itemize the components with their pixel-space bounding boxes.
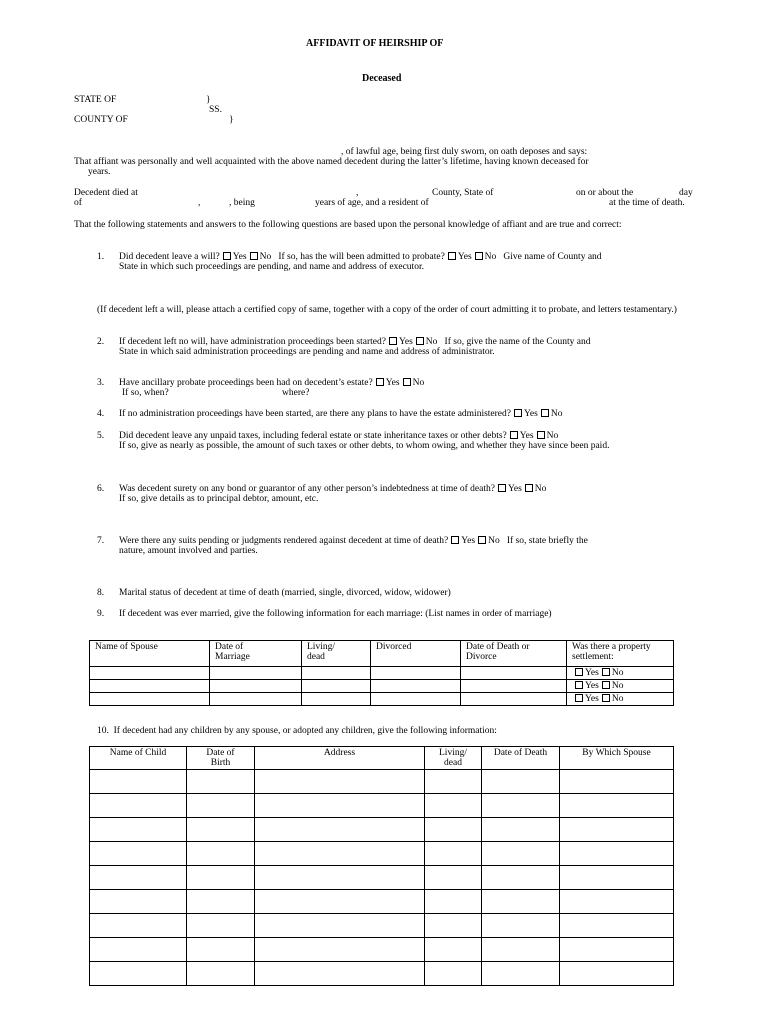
q3-text: Have ancillary probate proceedings been had on decedent’s estate? [119, 378, 373, 388]
child-name-cell[interactable] [90, 914, 187, 938]
header-date-of-birth: Date of Birth [187, 747, 255, 770]
living-dead-cell[interactable] [425, 962, 482, 986]
living-dead-cell[interactable] [425, 866, 482, 890]
q7-no-checkbox[interactable] [478, 536, 486, 544]
q3-when-label: If so, when? [122, 388, 169, 398]
birth-date-cell[interactable] [187, 770, 255, 794]
no-label: No [550, 409, 563, 419]
child-name-cell[interactable] [90, 962, 187, 986]
table-row [90, 962, 674, 986]
q7-text: Were there any suits pending or judgments rendered against decedent at time of death? [119, 536, 449, 546]
q10-text: If decedent had any children by any spouse, or adopted any children, give the following information: [113, 726, 497, 736]
header-date-of-death-or-divorce: Date of Death or Divorce [461, 641, 567, 667]
q7-state-text: If so, state briefly the [506, 536, 588, 546]
death-date-cell[interactable] [482, 962, 560, 986]
spouse-cell[interactable] [560, 842, 674, 866]
living-dead-cell[interactable] [425, 890, 482, 914]
q8-text: Marital status of decedent at time of death (married, single, divorced, widow, widower) [119, 588, 451, 598]
spouse-cell[interactable] [560, 962, 674, 986]
death-date-cell[interactable] [482, 770, 560, 794]
address-cell[interactable] [255, 818, 425, 842]
table-row [90, 770, 674, 794]
q2-text: If decedent left no will, have administration proceedings been started? [119, 337, 386, 347]
death-date-cell[interactable] [482, 914, 560, 938]
death-divorce-date-cell[interactable] [461, 693, 567, 706]
q1-text: Did decedent leave a will? [119, 252, 220, 262]
header-divorced: Divorced [371, 641, 461, 667]
living-dead-cell[interactable] [425, 842, 482, 866]
spouse-cell[interactable] [560, 938, 674, 962]
brace-close: } [229, 115, 234, 125]
address-cell[interactable] [255, 914, 425, 938]
header-name-of-child: Name of Child [90, 747, 187, 770]
spouse-name-cell[interactable] [90, 693, 210, 706]
marriage-date-cell[interactable] [210, 680, 302, 693]
settlement-cell [567, 667, 674, 680]
no-label: No [488, 536, 500, 546]
header-name-of-spouse: Name of Spouse [90, 641, 210, 667]
table-row [90, 938, 674, 962]
settlement-yes-checkbox[interactable] [575, 668, 583, 676]
birth-date-cell[interactable] [187, 866, 255, 890]
death-date-cell[interactable] [482, 842, 560, 866]
address-cell[interactable] [255, 842, 425, 866]
divorced-cell[interactable] [371, 667, 461, 680]
no-label: No [611, 668, 624, 678]
children-table [89, 746, 674, 986]
acquaintance-line: That affiant was personally and well acquainted with the above named decedent during the latter’s lifetime, having known deceased for [74, 157, 589, 167]
living-dead-cell[interactable] [425, 794, 482, 818]
question-4 [119, 409, 562, 420]
day-label: day [679, 188, 693, 198]
q2-no-checkbox[interactable] [416, 337, 424, 345]
years-resident-label: years of age, and a resident of [315, 198, 429, 208]
table-row [90, 914, 674, 938]
table-row [90, 866, 674, 890]
header-address: Address [255, 747, 425, 770]
birth-date-cell[interactable] [187, 938, 255, 962]
settlement-no-checkbox[interactable] [602, 668, 610, 676]
header-date-of-death: Date of Death [482, 747, 560, 770]
table-row [90, 842, 674, 866]
marriage-date-cell[interactable] [210, 693, 302, 706]
settlement-yes-checkbox[interactable] [575, 681, 583, 689]
spouse-cell[interactable] [560, 818, 674, 842]
q5-text: Did decedent leave any unpaid taxes, including federal estate or state inheritance taxes or other debts? [119, 431, 507, 441]
q2-yes-checkbox[interactable] [389, 337, 397, 345]
living-dead-cell[interactable] [425, 938, 482, 962]
q4-text: If no administration proceedings have been started, are there any plans to have the estate administered? [119, 409, 511, 419]
child-name-cell[interactable] [90, 938, 187, 962]
comma-1: , [356, 188, 359, 198]
yes-label: Yes [385, 378, 400, 388]
q6-details: If so, give details as to principal debtor, amount, etc. [119, 494, 319, 504]
children-header-row [90, 747, 674, 770]
spouse-cell[interactable] [560, 794, 674, 818]
q3-where-label: where? [282, 388, 310, 398]
table-row [90, 680, 674, 693]
no-label: No [611, 694, 624, 704]
q9-text: If decedent was ever married, give the following information for each marriage: (List names in order of marriage) [119, 609, 552, 619]
spouse-table [89, 640, 674, 706]
document-title: AFFIDAVIT OF HEIRSHIP OF [306, 38, 444, 49]
table-row [90, 693, 674, 706]
yes-label: Yes [585, 668, 599, 678]
address-cell[interactable] [255, 890, 425, 914]
years-label: years. [88, 167, 111, 177]
marriage-date-cell[interactable] [210, 667, 302, 680]
child-name-cell[interactable] [90, 794, 187, 818]
header-by-which-spouse: By Which Spouse [560, 747, 674, 770]
address-cell[interactable] [255, 794, 425, 818]
living-dead-cell[interactable] [302, 667, 371, 680]
death-date-cell[interactable] [482, 794, 560, 818]
child-name-cell[interactable] [90, 890, 187, 914]
yes-label: Yes [232, 252, 247, 262]
address-cell[interactable] [255, 866, 425, 890]
address-cell[interactable] [255, 938, 425, 962]
table-row [90, 667, 674, 680]
no-label: No [412, 378, 425, 388]
header-living-dead: Living/ dead [425, 747, 482, 770]
no-label: No [546, 431, 559, 441]
q4-number: 4. [97, 409, 105, 419]
death-divorce-date-cell[interactable] [461, 667, 567, 680]
living-dead-cell[interactable] [425, 770, 482, 794]
q1-probate-no-checkbox[interactable] [475, 252, 483, 260]
q10-number: 10. [97, 726, 109, 736]
yes-label: Yes [398, 337, 413, 347]
q1-state-text: State in which such proceedings are pending, and name and address of executor. [119, 262, 424, 272]
spouse-cell[interactable] [560, 890, 674, 914]
q6-no-checkbox[interactable] [525, 484, 533, 492]
child-name-cell[interactable] [90, 842, 187, 866]
affiant-intro: , of lawful age, being first duly sworn, on oath deposes and says: [341, 147, 588, 157]
of-label: of [74, 198, 82, 208]
birth-date-cell[interactable] [187, 962, 255, 986]
q2-number: 2. [97, 337, 105, 347]
q7-number: 7. [97, 536, 105, 546]
divorced-cell[interactable] [371, 693, 461, 706]
death-date-cell[interactable] [482, 938, 560, 962]
brace-open: } [206, 95, 211, 105]
q1-probate-yes-checkbox[interactable] [448, 252, 456, 260]
address-cell[interactable] [255, 770, 425, 794]
q5-no-checkbox[interactable] [537, 431, 545, 439]
q1-number: 1. [97, 252, 105, 262]
yes-label: Yes [457, 252, 472, 262]
divorced-cell[interactable] [371, 680, 461, 693]
spouse-header-row [90, 641, 674, 667]
living-dead-cell[interactable] [302, 680, 371, 693]
address-cell[interactable] [255, 962, 425, 986]
yes-label: Yes [524, 409, 538, 419]
q5-yes-checkbox[interactable] [510, 431, 518, 439]
q6-number: 6. [97, 484, 105, 494]
header-living-dead: Living/ dead [302, 641, 371, 667]
county-state-label: County, State of [432, 188, 494, 198]
q7-nature-text: nature, amount involved and parties. [119, 546, 258, 556]
spouse-name-cell[interactable] [90, 667, 210, 680]
died-at-label: Decedent died at [74, 188, 138, 198]
living-dead-cell[interactable] [425, 914, 482, 938]
question-10 [97, 726, 497, 737]
q3-no-checkbox[interactable] [403, 378, 411, 386]
death-date-cell[interactable] [482, 866, 560, 890]
q4-yes-checkbox[interactable] [514, 409, 522, 417]
settlement-cell [567, 693, 674, 706]
yes-label: Yes [585, 694, 599, 704]
settlement-cell [567, 680, 674, 693]
header-property-settlement: Was there a property settlement: [567, 641, 674, 667]
header-date-of-marriage: Date of Marriage [210, 641, 302, 667]
living-dead-cell[interactable] [425, 818, 482, 842]
birth-date-cell[interactable] [187, 818, 255, 842]
q1-probate-text: If so, has the will been admitted to probate? [278, 252, 445, 262]
will-note: (If decedent left a will, please attach a certified copy of same, together with a copy of the order of court admitting it to probate, and letters testamentary.) [97, 305, 677, 315]
living-dead-cell[interactable] [302, 693, 371, 706]
state-label: STATE OF [74, 95, 117, 105]
birth-date-cell[interactable] [187, 794, 255, 818]
time-of-death-label: at the time of death. [609, 198, 685, 208]
no-label: No [425, 337, 438, 347]
death-divorce-date-cell[interactable] [461, 680, 567, 693]
on-or-about-label: on or about the [576, 188, 634, 198]
death-date-cell[interactable] [482, 890, 560, 914]
child-name-cell[interactable] [90, 770, 187, 794]
no-label: No [259, 252, 272, 262]
table-row [90, 890, 674, 914]
spouse-cell[interactable] [560, 914, 674, 938]
settlement-no-checkbox[interactable] [602, 681, 610, 689]
yes-label: Yes [507, 484, 522, 494]
yes-label: Yes [461, 536, 476, 546]
deceased-label: Deceased [362, 73, 402, 84]
child-name-cell[interactable] [90, 866, 187, 890]
q7-yes-checkbox[interactable] [451, 536, 459, 544]
birth-date-cell[interactable] [187, 914, 255, 938]
child-name-cell[interactable] [90, 818, 187, 842]
birth-date-cell[interactable] [187, 890, 255, 914]
q1-yes-checkbox[interactable] [223, 252, 231, 260]
table-row [90, 818, 674, 842]
county-label: COUNTY OF [74, 115, 128, 125]
comma-2: , [198, 198, 201, 208]
no-label: No [534, 484, 547, 494]
q3-number: 3. [97, 378, 105, 388]
q3-yes-checkbox[interactable] [376, 378, 384, 386]
q2-county-text: If so, give the name of the County and [444, 337, 591, 347]
ss-label: SS. [209, 105, 222, 115]
q9-number: 9. [97, 609, 105, 619]
no-label: No [484, 252, 497, 262]
q1-no-checkbox[interactable] [250, 252, 258, 260]
q5-details: If so, give as nearly as possible, the amount of such taxes or other debts, to whom owing, and whether they have since been paid. [119, 441, 610, 451]
yes-label: Yes [585, 681, 599, 691]
settlement-yes-checkbox[interactable] [575, 694, 583, 702]
spouse-cell[interactable] [560, 770, 674, 794]
q8-number: 8. [97, 588, 105, 598]
no-label: No [611, 681, 624, 691]
q6-yes-checkbox[interactable] [498, 484, 506, 492]
q4-no-checkbox[interactable] [541, 409, 549, 417]
table-row [90, 794, 674, 818]
spouse-cell[interactable] [560, 866, 674, 890]
q2-state-text: State in which said administration proceedings are pending and name and address of administrator. [119, 347, 495, 357]
statement-text: That the following statements and answers to the following questions are based upon the personal knowledge of affiant and are true and correct: [74, 220, 622, 230]
spouse-name-cell[interactable] [90, 680, 210, 693]
birth-date-cell[interactable] [187, 842, 255, 866]
q6-text: Was decedent surety on any bond or guarantor of any other person’s indebtedness at time of death? [119, 484, 495, 494]
being-label: , being [229, 198, 255, 208]
settlement-no-checkbox[interactable] [602, 694, 610, 702]
q1-county-text: Give name of County and [503, 252, 602, 262]
yes-label: Yes [519, 431, 534, 441]
death-date-cell[interactable] [482, 818, 560, 842]
q5-number: 5. [97, 431, 105, 441]
